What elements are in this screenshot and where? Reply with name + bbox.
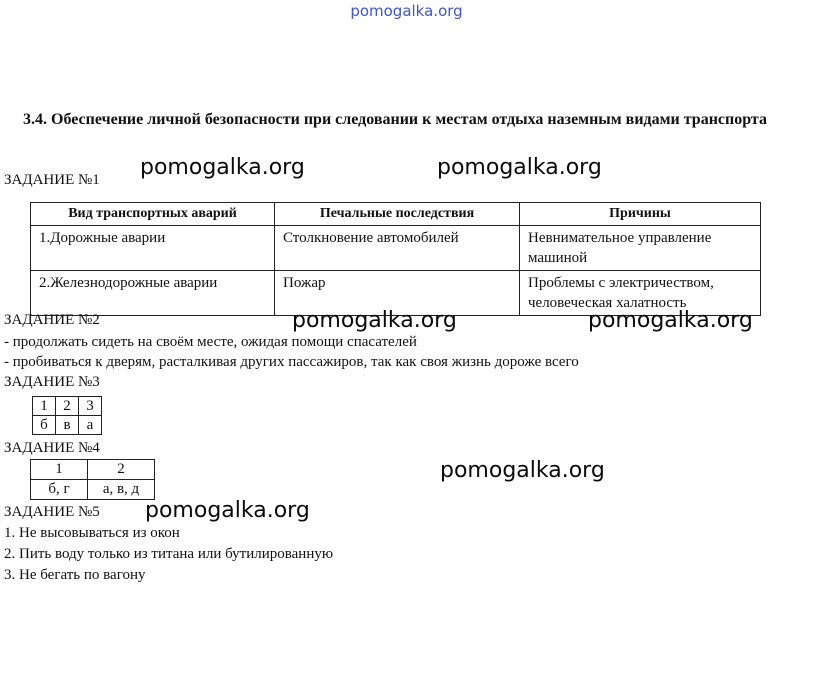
column-header: Причины <box>520 203 761 226</box>
table-cell: 2.Железнодорожные аварии <box>31 271 275 316</box>
table-cell: 2 <box>56 397 79 416</box>
task5-title: ЗАДАНИЕ №5 <box>4 504 100 520</box>
watermark: pomogalka.org <box>140 155 305 180</box>
table-cell: Невнимательное управление машиной <box>520 226 761 271</box>
table-cell: 1 <box>33 397 56 416</box>
task2-line: - пробиваться к дверям, расталкивая других пассажиров, так как своя жизнь дороже всего <box>4 354 579 370</box>
task2-line: - продолжать сидеть на своём месте, ожидая помощи спасателей <box>4 334 417 350</box>
watermark: pomogalka.org <box>145 498 310 523</box>
task5-item: 3. Не бегать по вагону <box>4 567 146 583</box>
table-row <box>31 480 155 500</box>
task3-title: ЗАДАНИЕ №3 <box>4 374 100 390</box>
task1-title: ЗАДАНИЕ №1 <box>4 172 100 188</box>
task3-answer-table <box>32 396 102 435</box>
table-row <box>31 460 155 480</box>
table-cell: в <box>56 416 79 435</box>
table-cell: б <box>33 416 56 435</box>
table-cell: 1.Дорожные аварии <box>31 226 275 271</box>
table-row <box>31 226 761 271</box>
table-header-row <box>31 203 761 226</box>
task5-item: 2. Пить воду только из титана или бутилированную <box>4 546 334 562</box>
transport-accidents-table <box>30 202 761 316</box>
table-cell: Проблемы с электричеством, человеческая халатность <box>520 271 761 316</box>
table-cell: 2 <box>88 460 155 480</box>
table-cell: Пожар <box>275 271 520 316</box>
task5-item: 1. Не высовываться из окон <box>4 525 180 541</box>
watermark: pomogalka.org <box>292 308 457 333</box>
section-heading: 3.4. Обеспечение личной безопасности при следовании к местам отдыха наземным видами транспорта <box>23 111 767 128</box>
table-cell: б, г <box>31 480 88 500</box>
column-header: Вид транспортных аварий <box>31 203 275 226</box>
table-row <box>33 416 102 435</box>
table-cell: а, в, д <box>88 480 155 500</box>
table-row <box>33 397 102 416</box>
table-cell: Столкновение автомобилей <box>275 226 520 271</box>
table-cell: 1 <box>31 460 88 480</box>
task4-answer-table <box>30 459 155 500</box>
task2-title: ЗАДАНИЕ №2 <box>4 312 100 328</box>
table-cell: 3 <box>79 397 102 416</box>
watermark: pomogalka.org <box>588 308 753 333</box>
watermark: pomogalka.org <box>440 458 605 483</box>
column-header: Печальные последствия <box>275 203 520 226</box>
site-header-link[interactable]: pomogalka.org <box>350 2 463 20</box>
table-cell: а <box>79 416 102 435</box>
watermark: pomogalka.org <box>437 155 602 180</box>
task4-title: ЗАДАНИЕ №4 <box>4 440 100 456</box>
